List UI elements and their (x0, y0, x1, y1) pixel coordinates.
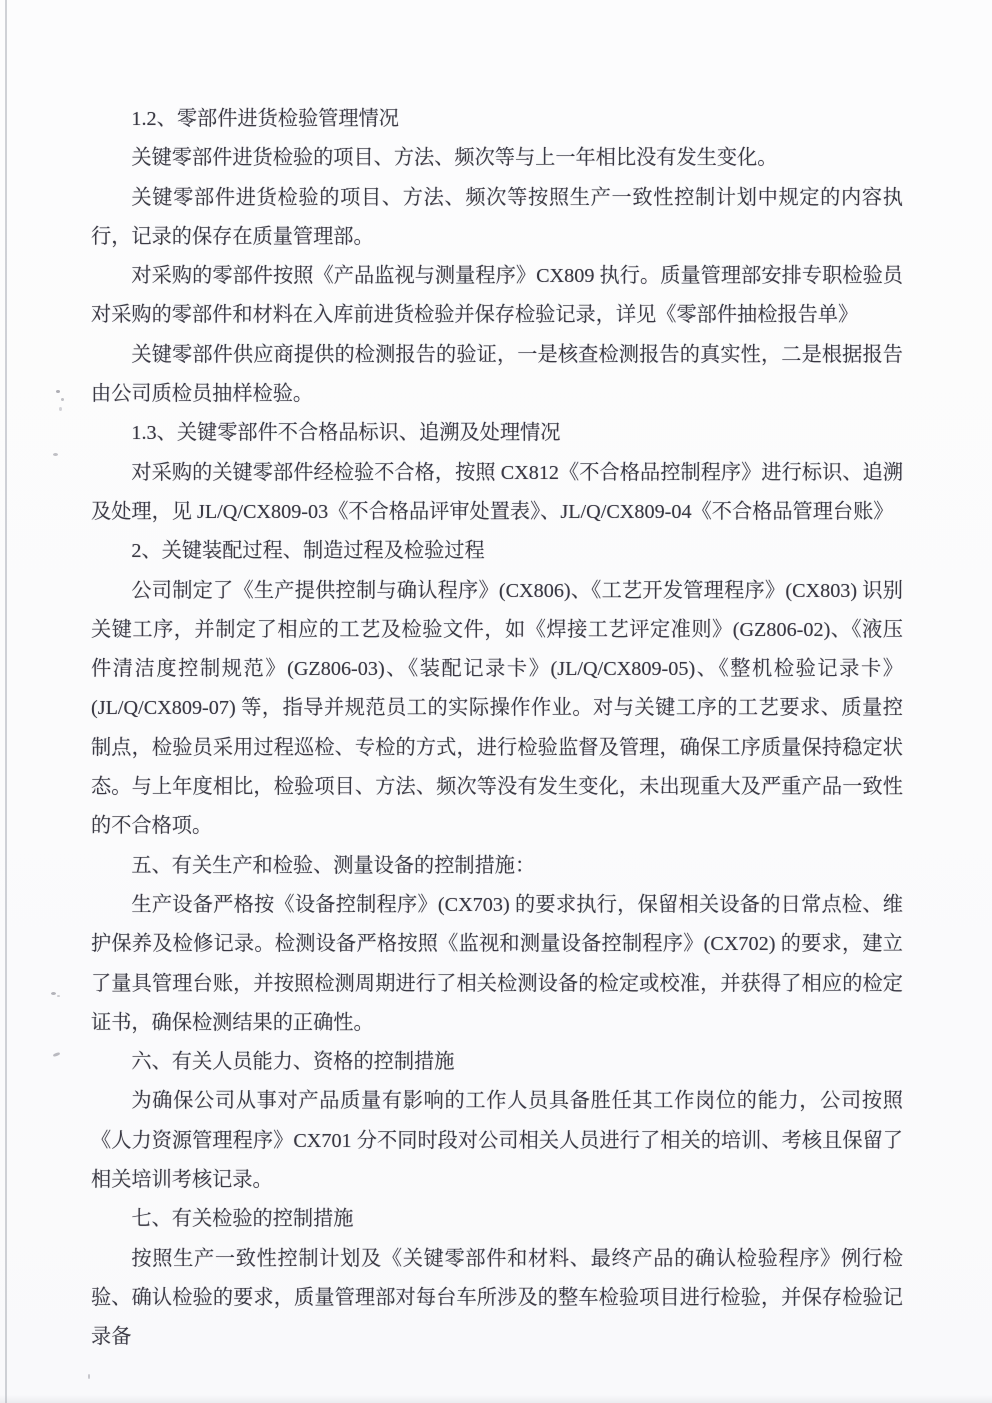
scan-speck (51, 992, 56, 995)
section-heading: 五、有关生产和检验、测量设备的控制措施： (131, 854, 536, 877)
paragraph: 关键零部件进货检验的项目、方法、频次等与上一年相比没有发生变化。 (131, 147, 778, 170)
paragraph: 公司制定了《生产提供控制与确认程序》(CX806)、《工艺开发管理程序》(CX803) 识别关键工序，并制定了相应的工艺及检验文件，如《焊接工艺评定准则》(GZ806-02)、《液压件清洁度控制规范》(GZ806-03)、《装配记录卡》(JL/Q/CX809-05)、《整机检验记录卡》(JL/Q/CX809-07) 等，指导并规范员工的实际操作作业。对与关键工序的工艺要求、质量控制点，检验员采用过程巡检、专检的方式，进行检验监督及管理，确保工序质量保持稳定状态。与上年度相比，检验项目、方法、频次等没有发生变化，未出现重大及严重产品一致性的不合格项。 (91, 579, 903, 838)
scan-speck (53, 453, 58, 456)
paragraph: 关键零部件供应商提供的检测报告的验证，一是核查检测报告的真实性，二是根据报告由公司质检员抽样检验。 (91, 343, 903, 406)
section-heading: 2、关键装配过程、制造过程及检验过程 (131, 540, 485, 563)
scan-bottom-smudge (0, 1395, 992, 1403)
scan-speck (61, 398, 64, 401)
scan-speck (59, 407, 62, 411)
scan-speck (56, 390, 60, 393)
scan-edge-line (5, 0, 7, 1403)
scan-speck (53, 1052, 61, 1057)
paragraph: 为确保公司从事对产品质量有影响的工作人员具备胜任其工作岗位的能力，公司按照《人力资源管理程序》CX701 分不同时段对公司相关人员进行了相关的培训、考核且保留了相关培训考核记录。 (91, 1090, 903, 1192)
section-heading: 1.2、零部件进货检验管理情况 (131, 108, 399, 130)
paragraph: 按照生产一致性控制计划及《关键零部件和材料、最终产品的确认检验程序》例行检验、确认检验的要求，质量管理部对每台车所涉及的整车检验项目进行检验，并保存检验记录备 (91, 1247, 903, 1349)
paragraph: 生产设备严格按《设备控制程序》(CX703) 的要求执行，保留相关设备的日常点检、维护保养及检修记录。检测设备严格按照《监视和测量设备控制程序》(CX702) 的要求，建立了量具管理台账，并按照检测周期进行了相关检测设备的检定或校准，并获得了相应的检定证书，确保检测结果的正确性。 (91, 893, 903, 1034)
scan-speck (88, 1374, 90, 1379)
document-body (91, 100, 903, 1358)
paragraph: 关键零部件进货检验的项目、方法、频次等按照生产一致性控制计划中规定的内容执行，记录的保存在质量管理部。 (91, 186, 903, 248)
section-heading: 六、有关人员能力、资格的控制措施 (131, 1051, 455, 1074)
section-heading: 七、有关检验的控制措施 (131, 1208, 354, 1231)
section-heading: 1.3、关键零部件不合格品标识、追溯及处理情况 (131, 422, 561, 445)
paragraph: 对采购的零部件按照《产品监视与测量程序》CX809 执行。质量管理部安排专职检验员对采购的零部件和材料在入库前进货检验并保存检验记录，详见《零部件抽检报告单》 (91, 265, 903, 327)
scan-speck (57, 995, 60, 997)
paragraph: 对采购的关键零部件经检验不合格，按照 CX812《不合格品控制程序》进行标识、追溯及处理，见 JL/Q/CX809-03《不合格品评审处置表》、JL/Q/CX809-04《不合格品管理台账》 (91, 461, 903, 523)
